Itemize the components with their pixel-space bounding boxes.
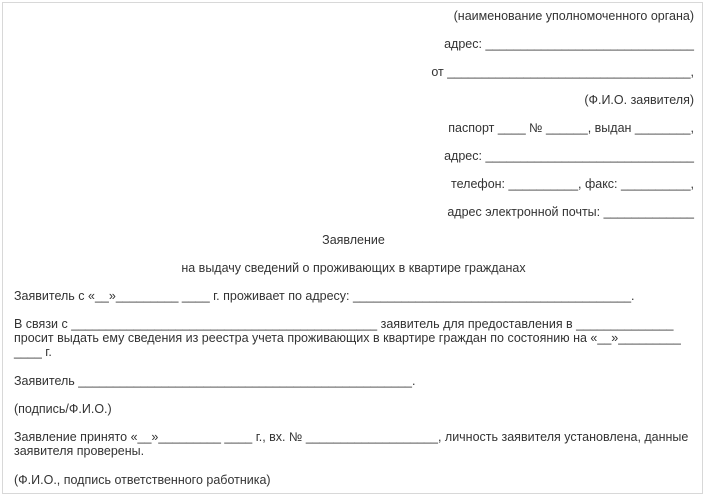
- address-line-2: адрес: ______________________________: [444, 149, 694, 163]
- signature-caption: (подпись/Ф.И.О.): [14, 402, 112, 416]
- applicant-name-caption: (Ф.И.О. заявителя): [584, 93, 694, 107]
- responsible-officer-caption: (Ф.И.О., подпись ответственного работника): [14, 473, 271, 487]
- document-subtitle: на выдачу сведений о проживающих в квартире гражданах: [181, 261, 526, 275]
- acceptance-paragraph: Заявление принято «__»_________ ____ г., вх. № ___________________, личность заявителя установлена, данные заявителя проверены.: [14, 430, 689, 458]
- from-line: от ___________________________________,: [431, 65, 694, 79]
- passport-line: паспорт ____ № ______, выдан ________,: [448, 121, 694, 135]
- address-line: адрес: ______________________________: [444, 37, 694, 51]
- residence-paragraph: Заявитель с «__»_________ ____ г. проживает по адресу: ________________________________________.: [14, 289, 635, 303]
- phone-fax-line: телефон: __________, факс: __________,: [451, 177, 694, 191]
- applicant-signature-line: Заявитель ________________________________________________.: [14, 374, 416, 388]
- email-line: адрес электронной почты: _____________: [447, 205, 694, 219]
- authority-caption: (наименование уполномоченного органа): [453, 9, 694, 23]
- request-paragraph: В связи с ____________________________________________ заявитель для предоставления в ______________ просит выдать ему сведения из реестра учета проживающих в квартире граждан по состоянию на «__»_________ ____ г.: [14, 317, 681, 359]
- document-title: Заявление: [322, 233, 385, 247]
